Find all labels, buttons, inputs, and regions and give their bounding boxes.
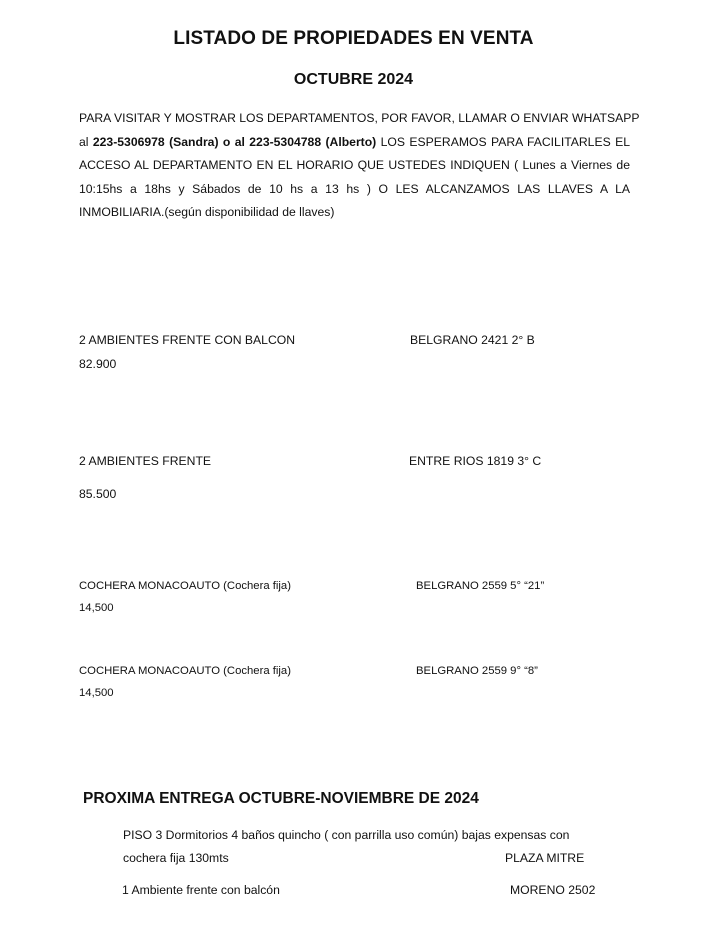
listing-address: ENTRE RIOS 1819 3° C bbox=[409, 454, 542, 468]
upcoming-item-description-cont: cochera fija 130mts bbox=[123, 851, 229, 865]
listing-description: 2 AMBIENTES FRENTE bbox=[79, 454, 212, 468]
listing-description: COCHERA MONACOAUTO (Cochera fija) bbox=[79, 665, 291, 677]
listing-description: COCHERA MONACOAUTO (Cochera fija) bbox=[79, 580, 291, 592]
listing-address: BELGRANO 2559 9° “8” bbox=[416, 665, 538, 677]
upcoming-item-location: PLAZA MITRE bbox=[505, 851, 585, 865]
section-heading: PROXIMA ENTREGA OCTUBRE-NOVIEMBRE DE 2024 bbox=[83, 790, 479, 807]
listing-address: BELGRANO 2559 5° “21” bbox=[416, 580, 545, 592]
upcoming-item-description: 1 Ambiente frente con balcón bbox=[122, 883, 280, 897]
intro-line-5: INMOBILIARIA.(según disponibilidad de llaves) bbox=[79, 205, 335, 219]
intro-line-2 bbox=[79, 131, 630, 155]
upcoming-item-description: PISO 3 Dormitorios 4 baños quincho ( con parrilla uso común) bajas expensas con bbox=[123, 828, 570, 842]
upcoming-item-location: MORENO 2502 bbox=[510, 883, 596, 897]
listing-price: 14,500 bbox=[79, 687, 114, 699]
listing-price: 14,500 bbox=[79, 602, 114, 614]
intro-line-3: ACCESO AL DEPARTAMENTO EN EL HORARIO QUE USTEDES INDIQUEN ( Lunes a Viernes de bbox=[79, 158, 630, 172]
intro-line-4: 10:15hs a 18hs y Sábados de 10 hs a 13 hs ) O LES ALCANZAMOS LAS LLAVES A LA bbox=[79, 181, 630, 196]
intro-line-2-prefix: al bbox=[79, 134, 93, 149]
intro-line-1: PARA VISITAR Y MOSTRAR LOS DEPARTAMENTOS, POR FAVOR, LLAMAR O ENVIAR WHATSAPP bbox=[79, 111, 640, 125]
page-title: LISTADO DE PROPIEDADES EN VENTA bbox=[173, 28, 534, 49]
intro-line-2-suffix: LOS ESPERAMOS PARA FACILITARLES EL bbox=[376, 134, 630, 149]
contact-phones: 223-5306978 (Sandra) o al 223-5304788 (Alberto) bbox=[92, 134, 377, 149]
listing-price: 85.500 bbox=[79, 487, 117, 501]
listing-address: BELGRANO 2421 2° B bbox=[410, 333, 535, 347]
listing-description: 2 AMBIENTES FRENTE CON BALCON bbox=[79, 333, 296, 347]
intro-paragraph bbox=[79, 107, 640, 225]
page-subtitle: OCTUBRE 2024 bbox=[293, 71, 414, 88]
listing-price: 82.900 bbox=[79, 357, 117, 371]
